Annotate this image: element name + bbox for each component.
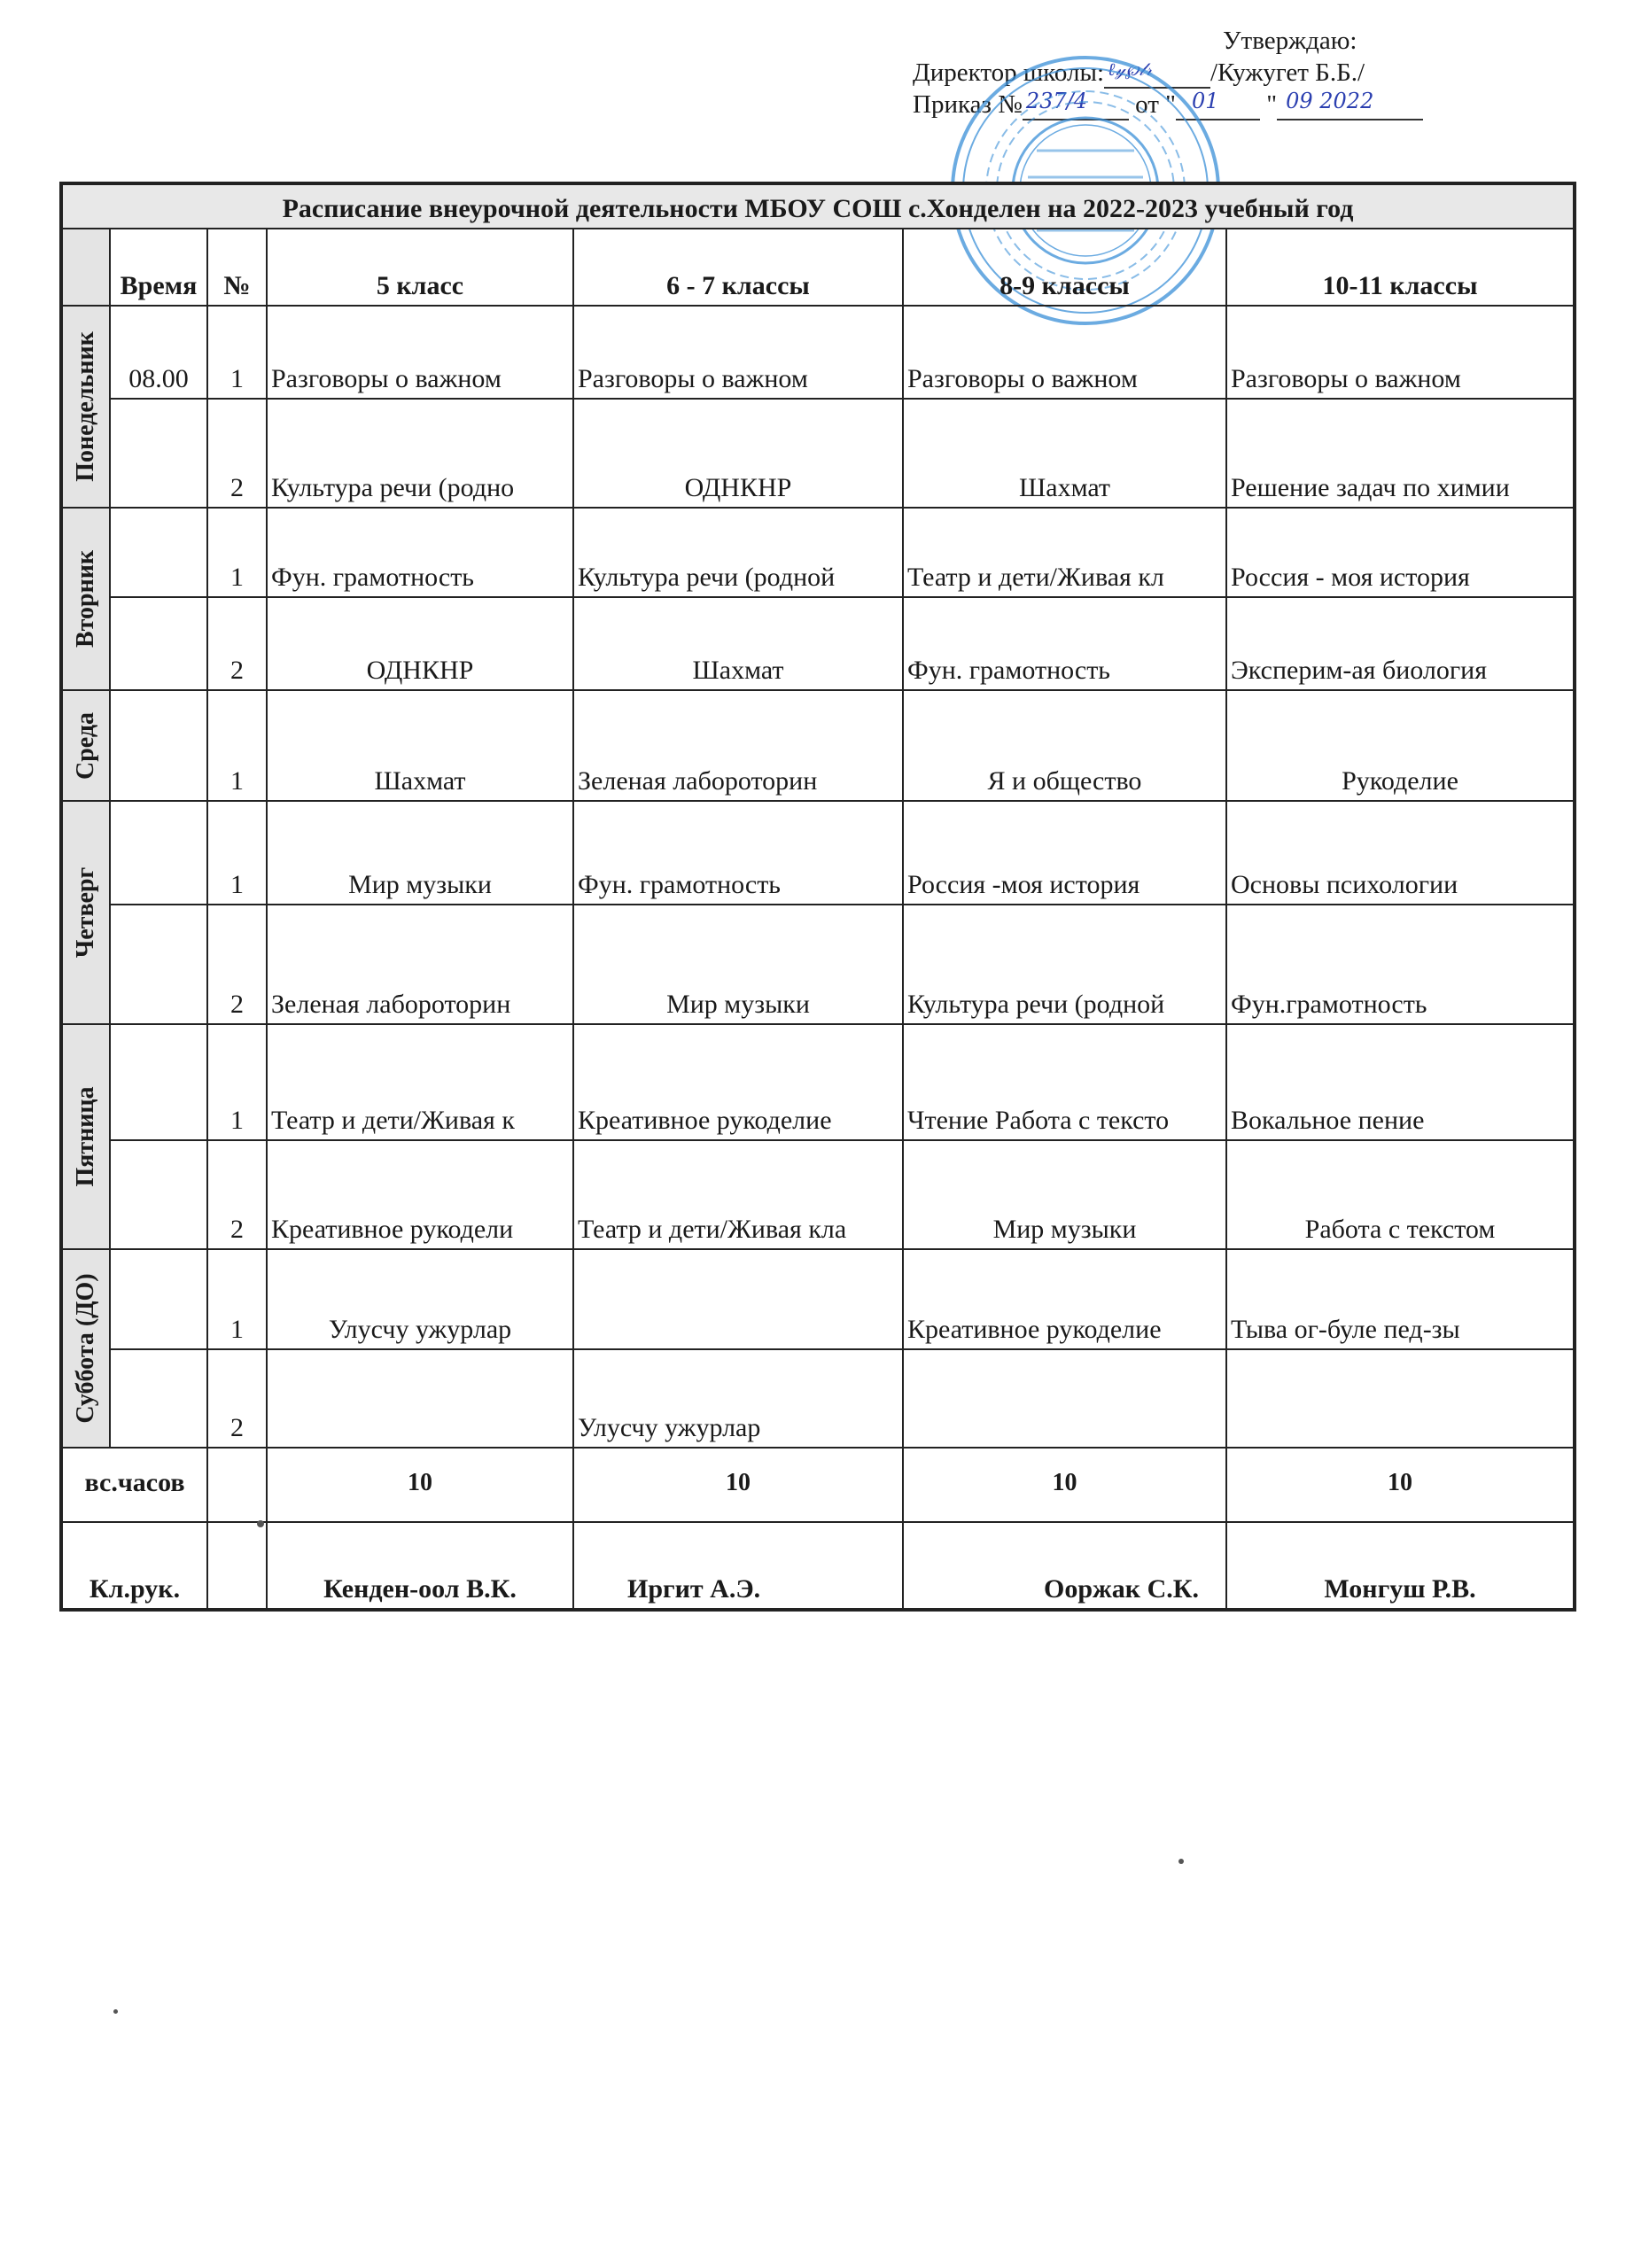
total-grade-6-7: 10 [573,1448,903,1522]
lesson-cell: Разговоры о важном [267,306,573,399]
lesson-cell: Мир музыки [903,1140,1226,1249]
header-num: № [207,229,267,306]
day-cell-wednesday [62,690,110,801]
lesson-cell: Шахмат [267,690,573,801]
lesson-cell: Тыва ог-буле пед-зы [1226,1249,1574,1349]
lesson-cell [267,1349,573,1448]
lesson-cell: Зеленая лабороторин [267,905,573,1024]
lesson-number: 2 [207,1140,267,1249]
day-label: Понедельник [72,331,99,482]
lesson-cell: Шахмат [573,597,903,690]
lesson-cell: Фун. грамотность [573,801,903,905]
order-number: 237/4 [1025,89,1088,113]
lesson-number: 2 [207,905,267,1024]
teacher-grade-10-11: Монгуш Р.В. [1226,1522,1574,1609]
lesson-number: 2 [207,399,267,508]
day-cell-monday [62,306,110,508]
totals-empty [207,1448,267,1522]
lesson-cell: Креативное рукоделие [573,1024,903,1140]
order-date-field [1277,89,1423,120]
time-cell [110,690,207,801]
lesson-cell: Культура речи (родной [573,508,903,597]
lesson-cell: Улусчу ужурлар [267,1249,573,1349]
lesson-cell: Театр и дети/Живая кл [903,508,1226,597]
lesson-cell: Фун. грамотность [903,597,1226,690]
lesson-cell: Я и общество [903,690,1226,801]
lesson-cell [1226,1349,1574,1448]
lesson-number: 1 [207,801,267,905]
lesson-cell: Театр и дети/Живая к [267,1024,573,1140]
lesson-cell: ОДНКНР [573,399,903,508]
scan-speck-icon [257,1520,264,1527]
total-grade-10-11: 10 [1226,1448,1574,1522]
lesson-cell: Шахмат [903,399,1226,508]
lesson-cell: Культура речи (родной [903,905,1226,1024]
lesson-cell: Разговоры о важном [1226,306,1574,399]
lesson-number: 1 [207,690,267,801]
table-row [62,1024,1574,1140]
order-date: 09 2022 [1286,89,1374,113]
lesson-number: 2 [207,597,267,690]
header-grade-10-11: 10-11 классы [1226,229,1574,306]
lesson-cell: ОДНКНР [267,597,573,690]
approval-heading: Утверждаю: [1223,27,1357,55]
time-cell [110,801,207,905]
header-grade-6-7: 6 - 7 классы [573,229,903,306]
table-title: Расписание внеурочной деятельности МБОУ СОШ с.Хонделен на 2022-2023 учебный год [62,184,1574,229]
time-cell [110,1140,207,1249]
lesson-cell: Мир музыки [267,801,573,905]
lesson-cell: Вокальное пение [1226,1024,1574,1140]
time-cell [110,905,207,1024]
lesson-cell: Решение задач по химии [1226,399,1574,508]
table-row [62,1349,1574,1448]
table-row [62,1140,1574,1249]
lesson-cell: Улусчу ужурлар [573,1349,903,1448]
lesson-cell: Креативное рукодели [267,1140,573,1249]
table-row [62,690,1574,801]
director-name: /Кужугет Б.Б./ [1210,58,1365,87]
lesson-number: 2 [207,1349,267,1448]
header-corner [62,229,110,306]
day-cell-tuesday [62,508,110,690]
table-row [62,1249,1574,1349]
header-time: Время [110,229,207,306]
lesson-cell: Рукоделие [1226,690,1574,801]
lesson-number: 1 [207,1249,267,1349]
teachers-empty [207,1522,267,1609]
lesson-number: 1 [207,1024,267,1140]
lesson-cell: Культура речи (родно [267,399,573,508]
lesson-cell: Основы психологии [1226,801,1574,905]
header-grade-8-9: 8-9 классы [903,229,1226,306]
scan-speck-icon [113,2009,118,2014]
lesson-cell: Россия - моя история [1226,508,1574,597]
table-row [62,905,1574,1024]
teachers-row [62,1522,1574,1609]
day-label: Суббота (ДО) [72,1273,99,1424]
totals-row [62,1448,1574,1522]
time-cell [110,1024,207,1140]
day-label: Четверг [72,866,99,959]
time-cell: 08.00 [110,306,207,399]
order-label: Приказ № [913,90,1023,119]
table-row [62,508,1574,597]
scan-speck-icon [1178,1859,1184,1864]
director-signature: ℓ𝓎℘𝓁𝓇 [1104,62,1210,89]
total-grade-5: 10 [267,1448,573,1522]
order-day: 01 [1192,89,1219,113]
table-row [62,597,1574,690]
lesson-cell: Театр и дети/Живая кла [573,1140,903,1249]
lesson-cell: Работа с текстом [1226,1140,1574,1249]
director-label: Директор школы: [913,58,1104,87]
lesson-cell: Разговоры о важном [903,306,1226,399]
table-row [62,306,1574,399]
lesson-cell: Россия -моя история [903,801,1226,905]
lesson-cell: Фун.грамотность [1226,905,1574,1024]
header-grade-5: 5 класс [267,229,573,306]
time-cell [110,597,207,690]
lesson-cell: Эксперим-ая биология [1226,597,1574,690]
day-cell-saturday [62,1249,110,1448]
time-cell [110,399,207,508]
teacher-grade-6-7: Иргит А.Э. [573,1522,903,1609]
time-cell [110,1249,207,1349]
time-cell [110,508,207,597]
order-quote: " [1266,90,1278,119]
lesson-cell: Фун. грамотность [267,508,573,597]
schedule-table [59,182,1576,1612]
order-from-label: от " [1135,90,1176,119]
lesson-cell: Мир музыки [573,905,903,1024]
lesson-number: 1 [207,508,267,597]
table-row [62,801,1574,905]
table-row [62,399,1574,508]
lesson-cell [903,1349,1226,1448]
totals-label: вс.часов [62,1448,207,1522]
day-cell-thursday [62,801,110,1024]
lesson-number: 1 [207,306,267,399]
day-label: Вторник [72,549,99,649]
day-cell-friday [62,1024,110,1249]
teacher-grade-8-9: Ооржак С.К. [903,1522,1226,1609]
lesson-cell [573,1249,903,1349]
teachers-label: Кл.рук. [62,1522,207,1609]
day-label: Пятница [72,1086,99,1187]
lesson-cell: Креативное рукоделие [903,1249,1226,1349]
lesson-cell: Разговоры о важном [573,306,903,399]
time-cell [110,1349,207,1448]
lesson-cell: Зеленая лабороторин [573,690,903,801]
day-label: Среда [72,711,99,780]
lesson-cell: Чтение Работа с тексто [903,1024,1226,1140]
teacher-grade-5: Кенден-оол В.К. [267,1522,573,1609]
total-grade-8-9: 10 [903,1448,1226,1522]
